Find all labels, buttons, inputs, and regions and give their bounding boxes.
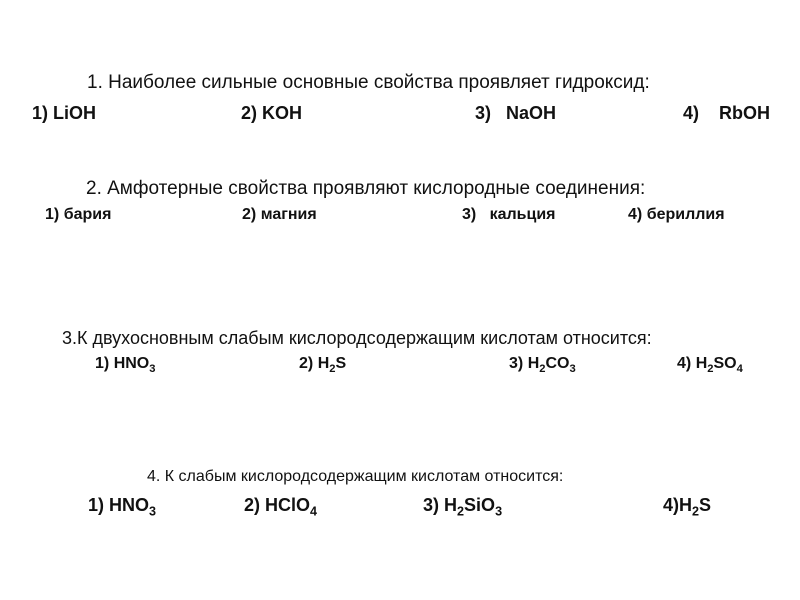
question-4-title: 4. К слабым кислородсодержащим кислотам относится: xyxy=(147,468,564,485)
option-number: 4) xyxy=(628,206,643,223)
formula-part: SiO xyxy=(464,495,496,515)
q2-option-2 xyxy=(242,206,317,224)
option-number: 1) xyxy=(45,206,60,223)
formula-part: HNO xyxy=(109,495,150,515)
formula-subscript: 2 xyxy=(707,362,714,375)
formula-subscript: 3 xyxy=(569,362,576,375)
q1-option-4 xyxy=(683,103,770,124)
option-formula: RbOH xyxy=(719,103,771,123)
formula-part: HNO xyxy=(113,355,150,372)
q1-option-1 xyxy=(32,103,96,124)
formula-part: S xyxy=(335,355,347,372)
formula-part: CO xyxy=(545,355,570,372)
q2-option-1 xyxy=(45,206,111,224)
option-number: 3) xyxy=(509,355,524,372)
q3-option-3 xyxy=(509,355,576,373)
option-number: 2) xyxy=(241,103,258,123)
formula-subscript: 4 xyxy=(310,504,318,519)
q4-option-2 xyxy=(244,495,318,519)
formula-subscript: 2 xyxy=(329,362,336,375)
q4-option-3 xyxy=(423,495,503,519)
option-number: 2) xyxy=(242,206,257,223)
q1-option-3 xyxy=(475,103,556,124)
formula-part: S xyxy=(699,495,712,515)
formula-subscript: 3 xyxy=(149,362,156,375)
option-formula: LiOH xyxy=(53,103,97,123)
option-text: бериллия xyxy=(646,206,725,223)
formula-part: H xyxy=(695,355,708,372)
option-number: 3) xyxy=(423,495,440,515)
formula-part: SO xyxy=(713,355,737,372)
q2-option-3 xyxy=(462,206,556,224)
option-number: 4) xyxy=(683,103,700,123)
formula-subscript: 2 xyxy=(457,504,465,519)
formula-subscript: 2 xyxy=(539,362,546,375)
option-number: 4) xyxy=(677,355,692,372)
option-formula: KOH xyxy=(262,103,303,123)
formula-subscript: 4 xyxy=(736,362,743,375)
q3-option-2 xyxy=(299,355,346,373)
formula-part: H xyxy=(317,355,330,372)
option-number: 2) xyxy=(299,355,314,372)
option-number: 3) xyxy=(462,206,477,223)
formula-part: HClO xyxy=(265,495,311,515)
question-1-title: 1. Наиболее сильные основные свойства проявляет гидроксид: xyxy=(87,72,650,93)
formula-subscript: 3 xyxy=(495,504,503,519)
q3-option-1 xyxy=(95,355,155,373)
option-formula: NaOH xyxy=(506,103,557,123)
q3-option-4 xyxy=(677,355,743,373)
option-number: 1) xyxy=(32,103,49,123)
option-text: магния xyxy=(260,206,317,223)
q2-option-4 xyxy=(628,206,725,224)
option-text: бария xyxy=(63,206,112,223)
question-3-title: 3.К двухосновным слабым кислородсодержащим кислотам относится: xyxy=(62,328,652,348)
formula-subscript: 3 xyxy=(149,504,157,519)
formula-part: H xyxy=(679,495,693,515)
option-number: 3) xyxy=(475,103,492,123)
q4-option-4 xyxy=(663,495,712,519)
formula-part: H xyxy=(444,495,458,515)
option-number: 1) xyxy=(88,495,105,515)
option-number: 2) xyxy=(244,495,261,515)
option-text: кальция xyxy=(489,206,556,223)
option-number: 1) xyxy=(95,355,110,372)
option-number: 4) xyxy=(663,495,680,515)
formula-part: H xyxy=(527,355,540,372)
q4-option-1 xyxy=(88,495,157,519)
q1-option-2 xyxy=(241,103,302,124)
formula-subscript: 2 xyxy=(692,504,700,519)
question-2-title: 2. Амфотерные свойства проявляют кислородные соединения: xyxy=(86,178,646,199)
